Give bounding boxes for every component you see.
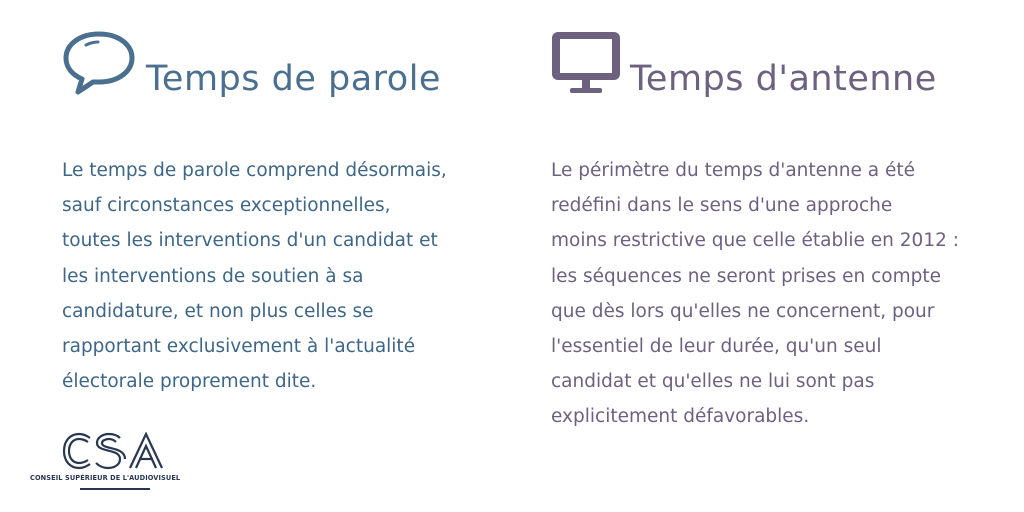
paragraph-line: électorale proprement dite. — [62, 371, 317, 393]
paragraph-line: sauf circonstances exceptionnelles, — [62, 195, 391, 217]
paragraph-temps-de-parole — [62, 153, 447, 399]
paragraph-line: Le temps de parole comprend désormais, — [62, 160, 447, 181]
paragraph-line: candidat et qu'elles ne lui sont pas — [551, 371, 875, 393]
paragraph-line: les séquences ne seront prises en compte — [551, 265, 941, 287]
paragraph-line: toutes les interventions d'un candidat et — [62, 230, 438, 252]
paragraph-line: que dès lors qu'elles ne concernent, pour — [551, 300, 935, 322]
csa-logo — [30, 432, 180, 496]
paragraph-temps-d-antenne — [551, 153, 959, 435]
paragraph-line: explicitement défavorables. — [551, 406, 810, 428]
paragraph-line: moins restrictive que celle établie en 2012 : — [551, 230, 959, 252]
csa-logo-divider — [80, 488, 150, 490]
csa-logo-caption: CONSEIL SUPÉRIEUR DE L'AUDIOVISUEL — [30, 474, 181, 482]
monitor-icon — [550, 30, 622, 96]
heading-temps-d-antenne: Temps d'antenne — [630, 59, 937, 99]
heading-temps-de-parole: Temps de parole — [146, 59, 441, 99]
paragraph-line: redéfini dans le sens d'une approche — [551, 195, 893, 217]
paragraph-line: les interventions de soutien à sa — [62, 265, 364, 287]
paragraph-line: Le périmètre du temps d'antenne a été — [551, 160, 915, 181]
csa-logo-mark — [62, 432, 172, 470]
paragraph-line: l'essentiel de leur durée, qu'un seul — [551, 336, 882, 358]
paragraph-line: candidature, et non plus celles se — [62, 300, 374, 322]
speech-bubble-icon — [62, 30, 136, 96]
paragraph-line: rapportant exclusivement à l'actualité — [62, 336, 416, 358]
